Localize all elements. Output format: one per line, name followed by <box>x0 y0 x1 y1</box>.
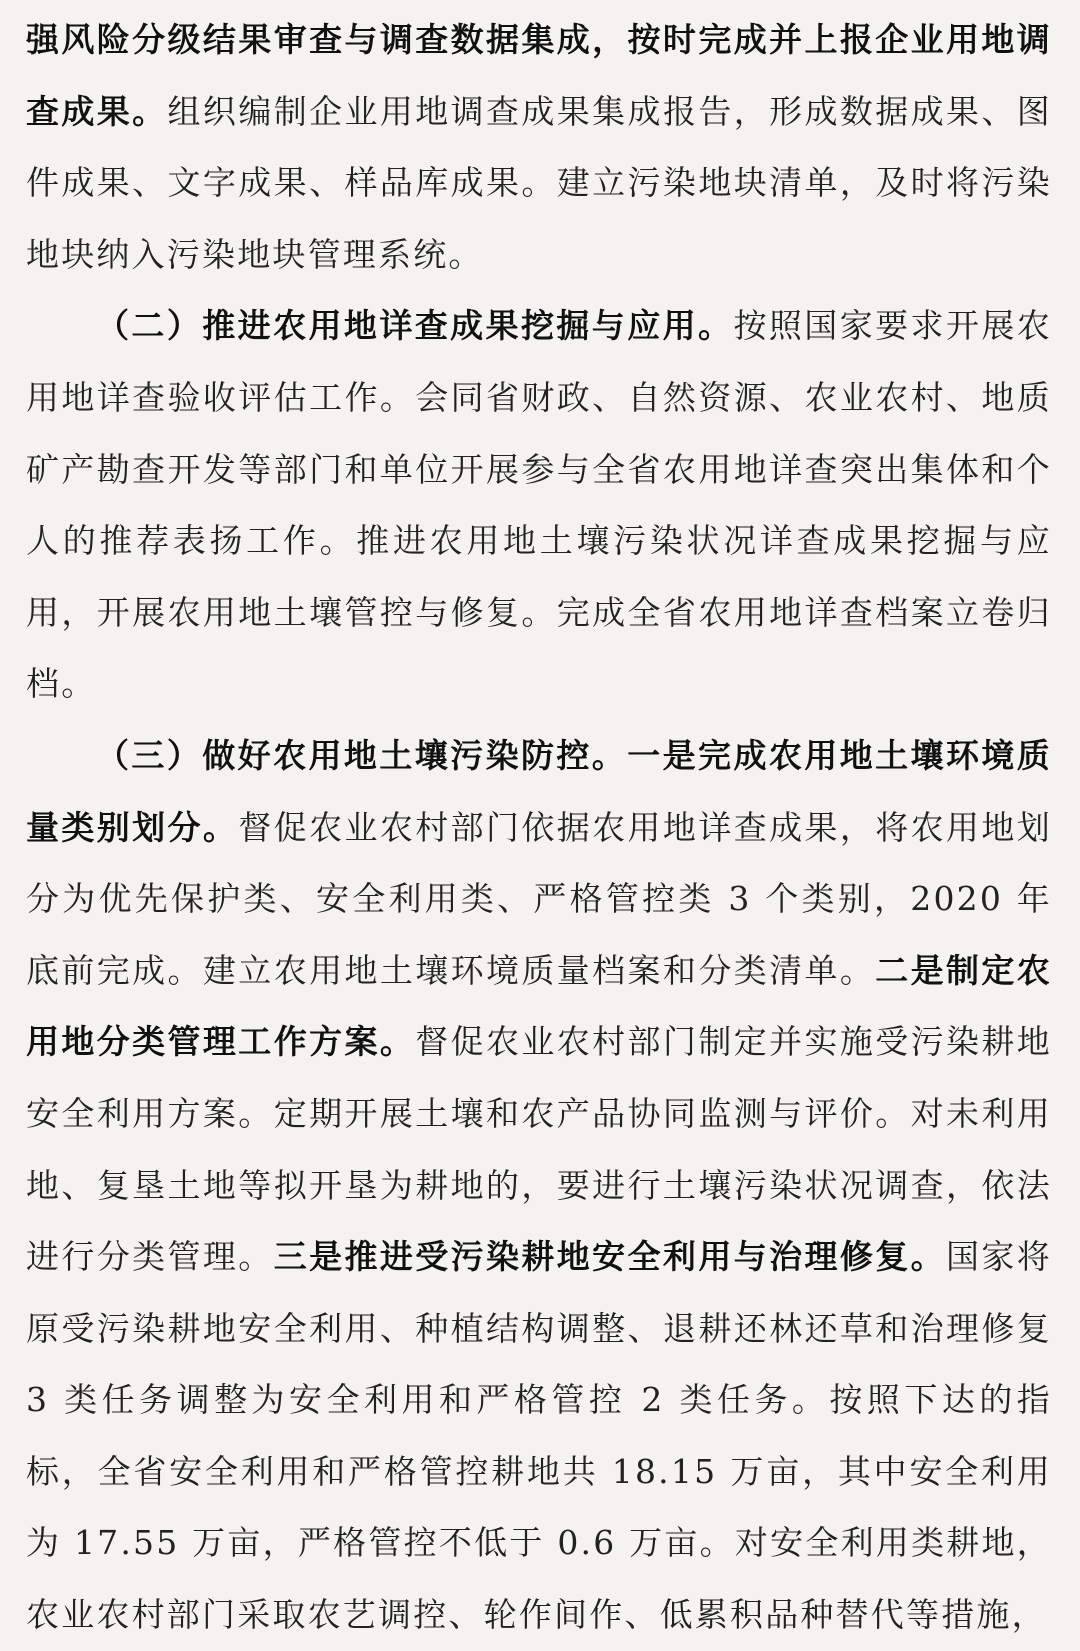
paragraph-3 <box>26 720 1052 1651</box>
bold-heading: 三是推进受污染耕地安全利用与治理修复。 <box>273 1237 947 1277</box>
paragraph-2 <box>26 290 1052 720</box>
bold-heading: 强风险分级结果审查与调查数据集成，按时完成并上报企业用地调查成果。 <box>26 20 1052 131</box>
paragraph-1 <box>26 4 1052 290</box>
body-text: 督促农业农村部门依据农用地详查成果，将农用地划分为优先保护类、安全利用类、严格管控类 3 个类别，2020 年底前完成。建立农用地土壤环境质量档案和分类清单。 <box>26 807 1052 990</box>
body-text: 组织编制企业用地调查成果集成报告，形成数据成果、图件成果、文字成果、样品库成果。建立污染地块清单，及时将污染地块纳入污染地块管理系统。 <box>26 91 1052 274</box>
body-text: 督促农业农村部门制定并实施受污染耕地安全利用方案。定期开展土壤和农产品协同监测与评价。对未利用地、复垦土地等拟开垦为耕地的，要进行土壤污染状况调查，依法进行分类管理。 <box>26 1022 1052 1277</box>
body-text: 国家将原受污染耕地安全利用、种植结构调整、退耕还林还草和治理修复 3 类任务调整为安全利用和严格管控 2 类任务。按照下达的指标，全省安全利用和严格管控耕地共 18.15 万亩，其中安全利用为 17.55 万亩，严格管控不低于 0.6 万亩。对安全利用类耕地，农业农村部门采取农艺调控、轮作间作、低累积品种替代等措施， <box>26 1237 1052 1635</box>
body-text: 按照国家要求开展农用地详查验收评估工作。会同省财政、自然资源、农业农村、地质矿产勘查开发等部门和单位开展参与全省农用地详查突出集体和个人的推荐表扬工作。推进农用地土壤污染状况详查成果挖掘与应用，开展农用地土壤管控与修复。完成全省农用地详查档案立卷归档。 <box>26 306 1052 704</box>
section-heading: （二）推进农用地详查成果挖掘与应用。 <box>96 306 734 346</box>
bold-heading: 二是制定农用地分类管理工作方案。 <box>26 950 1052 1062</box>
section-heading: （三）做好农用地土壤污染防控。一是完成农用地土壤环境质量类别划分。 <box>26 735 1052 847</box>
